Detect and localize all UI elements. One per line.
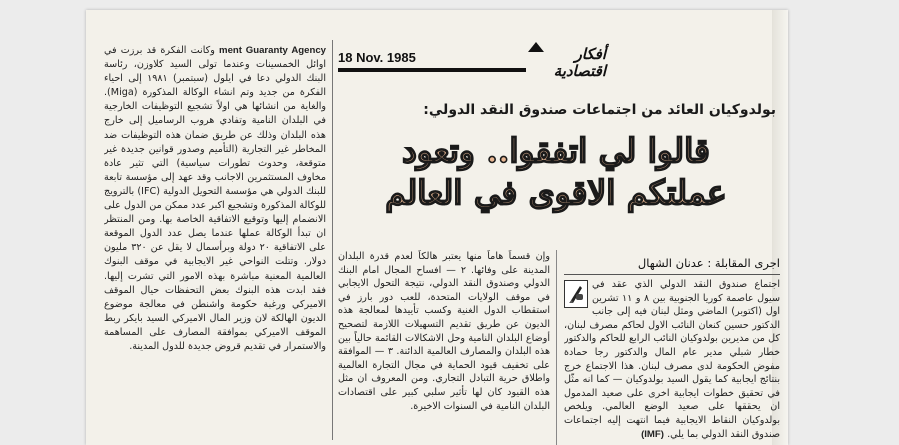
byline-rule (564, 274, 780, 275)
column-divider (332, 40, 333, 440)
right-column (564, 278, 780, 444)
logo-bar (338, 68, 526, 72)
middle-column-text: وإن قسماً هاماً منها يعتبر هالكاً لعدم قدرة البلدان المدينة على وفائها. ٢ — افساح المجال امام البنك الدولي وصندوق النقد الدولي، نتيجة التحول الايجابي في موقف الولايات المتحدة، للعب دور بارز في استقطاب الدول الغنية وكسب تأييدها لمعالجة هذه الديون عن طريق تقديم التسهيلات اللازمة لتصحيح أوضاع البلدان النامية وحل الاشكالات القائمة حالياً بين هذه البلدان والمصارف العالمية الدائنة. ٣ — الموافقة على تخفيف قيود الحماية في مجال التجارة العالمية واطلاق حرية التبادل التجاري. ومن المعروف ان مثل هذه القيود كان لها تأثير سلبي كبير على اقتصادات البلدان النامية في السنوات الاخيرة. (338, 251, 550, 412)
column-divider (556, 250, 557, 445)
article-byline: اجرى المقابلة : عدنان الشهال (637, 256, 780, 270)
pen-hand-icon (564, 280, 588, 308)
section-logo-line1: أفكار (574, 45, 606, 63)
right-column-english-term: (IMF) (641, 428, 664, 440)
article-subtitle: بولدوكيان العائد من اجتماعات صندوق النقد الدولي: (423, 102, 776, 118)
section-logo (530, 46, 606, 84)
publication-date: 18 Nov. 1985 (338, 50, 416, 65)
left-column-text: ment Guaranty Agency وكانت الفكرة قد برزت في اوائل الخمسينات وعندما تولى السيد كلاوزن، رئاسة البنك الدولي دعا في ايلول (سبتمبر) ١٩٨١ إلى احياء الفكرة من جديد وتم انشاء الوكالة المذكورة (Miga). والغاية من انشائها هي اولاً تشجيع التوظيفات الخارجية في البلدان النامية وتفادي هروب الرساميل إلى خارج هذه البلدان وذلك عن طريق ضمان هذه التوظيفات ضد المخاطر غير التجارية (التأميم وصدور قوانين جديدة غير متوقعة، وحدوث تطورات سياسية) التي تثير عادة مخاوف المستثمرين الاجانب وقد عهد إلى مؤسسة تابعة للبنك الدولي هي مؤسسة التحويل الدولية (IFC) بالترويج للوكالة المذكورة وتشجيع اكبر عدد ممكن من الدول على الانضمام إليها وتوقيع الاتفاقية الخاصة بها. ومن المنتظر ان تبدأ الوكالة عملها عندما يصل عدد الدول الموقعة على الاتفاقية ٢٠ دولة وبرأسمال لا يقل عن ٣٢٠ مليون دولار. وتتلت النواحي غير الايجابية في موقف البنوك العالمية المعنية مباشرة بهذه الامور التي تشرت إليها. فقد ابدت هذه البنوك بعض التحفظات حيال الموقف الاميركي ورغبة حكومة واشنطن في معالجة موضوع الديون الهالكة لان وزير المال الاميركي السيد بايكر ربط الموقف الاميركي بموافقة المصارف على المساهمة والاستمرار في تقديم قروض جديدة للدول المدينة. (104, 45, 326, 352)
article-headline (336, 130, 776, 214)
headline-line2: عملتكم الاقوى في العالم (385, 173, 727, 212)
newspaper-clipping (86, 10, 788, 445)
headline-line1: قالوا لي اتفقوا.. وتعود (402, 131, 710, 170)
middle-column (338, 250, 550, 445)
left-column-english-term: ment Guaranty Agency (219, 45, 326, 56)
right-column-text: اجتماع صندوق النقد الدولي الذي عقد في سيول عاصمة كوريا الجنوبية بين ٨ و ١١ تشرين اول (اكتوبر) الماضي ومثل لبنان فيه إلى جانب الدكتور حسين كنعان النائب الاول لحاكم مصرف لبنان، كل من مديرين بولدوكيان النائب الرابع للحاكم والدكتور خطار شبلي مدير عام المال والدكتور رجا حمادة مفوض الحكومة لدى مصرف لبنان. هذا الاجتماع خرج بنتائج ايجابية كما يقول السيد بولدوكيان — كما انه مثّل في تحقيق خطوات ايجابية اخرى على صعيد المدمول ان يحققها على صعيد الوضع العالمي. ويلخص بولدوكيان النقاط الايجابية فيما انتهت إليه اجتماعات صندوق النقد الدولي بما يلي. (IMF) (564, 279, 780, 440)
left-column (104, 44, 326, 444)
section-logo-line2: اقتصادية (553, 62, 606, 80)
